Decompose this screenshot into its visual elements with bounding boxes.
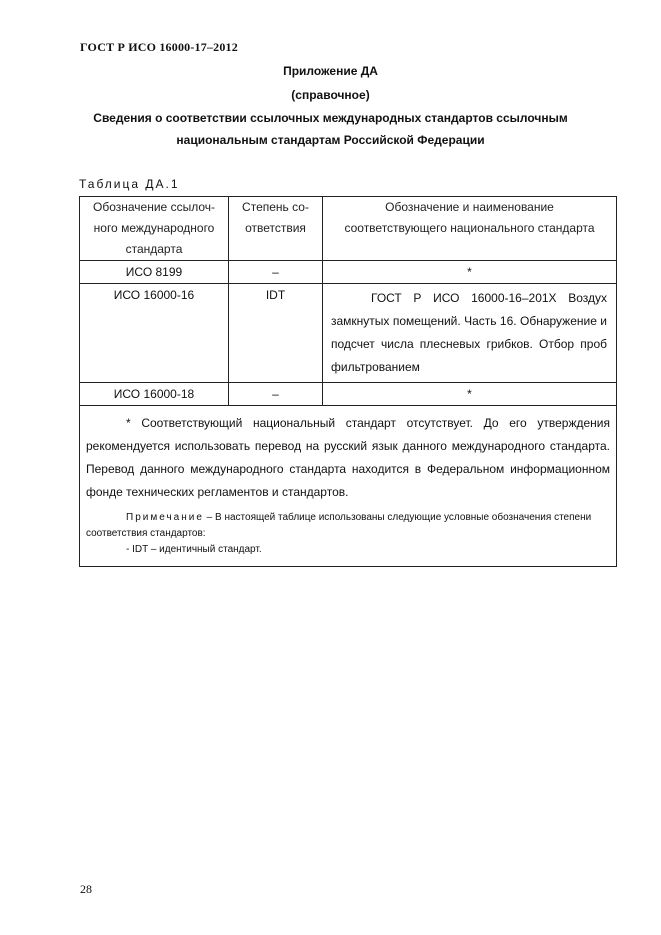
note-label: Примечание xyxy=(126,512,204,523)
table-row xyxy=(80,383,617,406)
note-line xyxy=(86,510,610,542)
cell-degree: IDT xyxy=(229,284,323,383)
table-note xyxy=(86,510,610,558)
note-item: - IDT – идентичный стандарт. xyxy=(126,544,262,555)
cell-national xyxy=(323,284,617,383)
correspondence-table xyxy=(79,196,617,567)
table-row xyxy=(80,261,617,284)
national-description: ГОСТ Р ИСО 16000-16–201Х Воздух замкнутых помещений. Часть 16. Обнаружение и подсчет числа плесневых грибков. Отбор проб фильтрованием xyxy=(331,291,607,374)
header-international-standard xyxy=(80,197,229,261)
table-footnote-row xyxy=(80,406,617,567)
page-number: 28 xyxy=(80,882,92,896)
header-line: ного международного xyxy=(93,221,215,235)
appendix-subtitle-line1: Сведения о соответствии ссылочных международных стандартов ссылочным xyxy=(93,111,568,125)
header-line: стандарта xyxy=(125,242,183,256)
cell-degree: – xyxy=(229,383,323,406)
table-row xyxy=(80,284,617,383)
header-line: соответствующего национального стандарта xyxy=(344,221,595,235)
header-degree xyxy=(229,197,323,261)
cell-national: * xyxy=(323,383,617,406)
note-text: – В настоящей таблице использованы следующие условные обозначения степени соответствия стандартов: xyxy=(86,512,592,539)
header-line: Степень со- xyxy=(242,200,309,214)
table-header-row xyxy=(80,197,617,261)
cell-degree: – xyxy=(229,261,323,284)
cell-code: ИСО 16000-18 xyxy=(80,383,229,406)
appendix-subtitle-line2: национальным стандартам Российской Федерации xyxy=(176,133,485,147)
document-code: ГОСТ Р ИСО 16000-17–2012 xyxy=(80,40,238,54)
header-line: Обозначение и наименование xyxy=(385,200,554,214)
table-label: Таблица ДА.1 xyxy=(79,177,180,191)
appendix-title: Приложение ДА xyxy=(283,64,378,78)
cell-code: ИСО 8199 xyxy=(80,261,229,284)
footnote-text: * Соответствующий национальный стандарт отсутствует. До его утверждения рекомендуется использовать перевод на русский язык данного международного стандарта. Перевод данного международного стандарта находится в Федеральном информационном фонде технических регламентов и стандартов. xyxy=(86,416,610,499)
cell-national: * xyxy=(323,261,617,284)
footnote-cell xyxy=(80,406,617,567)
cell-code: ИСО 16000-16 xyxy=(80,284,229,383)
header-line: Обозначение ссылоч- xyxy=(93,200,215,214)
header-line: ответствия xyxy=(245,221,306,235)
appendix-kind: (справочное) xyxy=(291,88,370,102)
header-national-standard xyxy=(323,197,617,261)
